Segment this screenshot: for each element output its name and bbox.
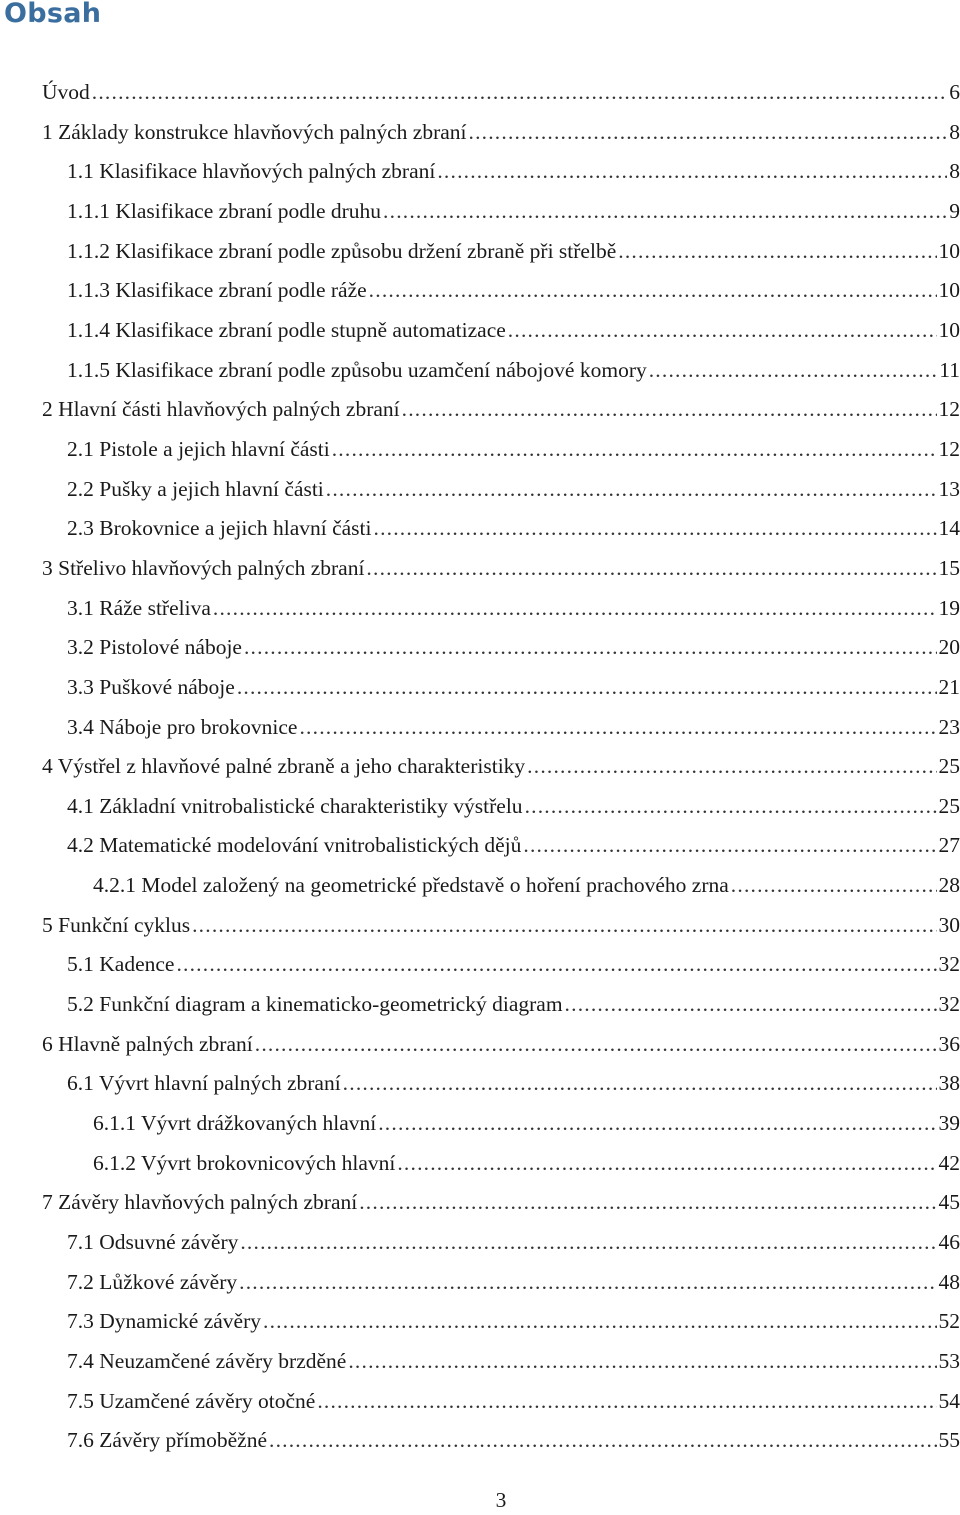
- toc-entry-title: 1 Základy konstrukce hlavňových palných zbraní: [42, 119, 467, 144]
- toc-entry[interactable]: [42, 232, 960, 272]
- toc-dot-leader: [242, 628, 937, 668]
- toc-entry-title: 1.1 Klasifikace hlavňových palných zbraní: [67, 159, 436, 184]
- toc-dot-leader: [521, 826, 936, 866]
- toc-entry-title: 6.1.2 Vývrt brokovnicových hlavní: [93, 1150, 396, 1175]
- toc-entry-title: 7.6 Závěry přímoběžné: [67, 1428, 267, 1453]
- toc-entry-page: 8: [949, 159, 960, 184]
- toc-entry-page: 10: [938, 278, 960, 303]
- toc-entry-title: 1.1.4 Klasifikace zbraní podle stupně automatizace: [67, 317, 506, 342]
- toc-entry[interactable]: [42, 470, 960, 510]
- toc-entry[interactable]: [42, 390, 960, 430]
- toc-dot-leader: [381, 192, 947, 232]
- toc-entry[interactable]: [42, 747, 960, 787]
- toc-entry-title: 4.2 Matematické modelování vnitrobalistických dějů: [67, 833, 522, 858]
- toc-entry-page: 45: [938, 1190, 960, 1215]
- toc-entry-title: 6.1.1 Vývrt drážkovaných hlavní: [93, 1111, 377, 1136]
- toc-entry[interactable]: [42, 351, 960, 391]
- toc-entry-title: 7.5 Uzamčené závěry otočné: [67, 1388, 316, 1413]
- toc-entry-page: 48: [938, 1269, 960, 1294]
- toc-dot-leader: [376, 1104, 936, 1144]
- toc-entry-title: 3.2 Pistolové náboje: [67, 635, 242, 660]
- toc-entry-title: 1.1.5 Klasifikace zbraní podle způsobu uzamčení nábojové komory: [67, 357, 647, 382]
- toc-entry[interactable]: [42, 152, 960, 192]
- toc-dot-leader: [315, 1382, 936, 1422]
- toc-dot-leader: [90, 73, 947, 113]
- toc-entry-page: 11: [939, 357, 960, 382]
- toc-entry-page: 52: [938, 1309, 960, 1334]
- toc-entry-page: 25: [938, 754, 960, 779]
- toc-entry[interactable]: [42, 945, 960, 985]
- toc-dot-leader: [395, 1144, 936, 1184]
- toc-entry-page: 12: [938, 436, 960, 461]
- toc-entry-title: 1.1.3 Klasifikace zbraní podle ráže: [67, 278, 367, 303]
- toc-entry[interactable]: [42, 73, 960, 113]
- toc-dot-leader: [729, 866, 937, 906]
- toc-dot-leader: [357, 1183, 936, 1223]
- toc-entry-title: 1.1.1 Klasifikace zbraní podle druhu: [67, 198, 382, 223]
- toc-dot-leader: [506, 311, 937, 351]
- toc-entry-page: 14: [938, 516, 960, 541]
- toc-entry-title: 4.2.1 Model založený na geometrické představě o hoření prachového zrna: [93, 873, 729, 898]
- toc-dot-leader: [261, 1302, 936, 1342]
- toc-entry[interactable]: [42, 866, 960, 906]
- toc-dot-leader: [238, 1223, 936, 1263]
- table-of-contents: [42, 73, 960, 1461]
- toc-entry-title: 7.1 Odsuvné závěry: [67, 1230, 239, 1255]
- toc-entry-page: 10: [938, 317, 960, 342]
- toc-entry-title: 7 Závěry hlavňových palných zbraní: [42, 1190, 358, 1215]
- toc-entry-page: 9: [949, 198, 960, 223]
- toc-entry[interactable]: [42, 668, 960, 708]
- toc-entry-page: 21: [938, 674, 960, 699]
- toc-entry-page: 10: [938, 238, 960, 263]
- toc-entry-page: 20: [938, 635, 960, 660]
- toc-entry[interactable]: [42, 589, 960, 629]
- toc-dot-leader: [364, 549, 936, 589]
- toc-entry-title: 4 Výstřel z hlavňové palné zbraně a jeho charakteristiky: [42, 754, 526, 779]
- toc-entry-title: 7.3 Dynamické závěry: [67, 1309, 262, 1334]
- toc-dot-leader: [523, 787, 937, 827]
- toc-dot-leader: [324, 470, 937, 510]
- toc-dot-leader: [367, 271, 937, 311]
- toc-entry-title: 4.1 Základní vnitrobalistické charakteristiky výstřelu: [67, 793, 523, 818]
- toc-entry[interactable]: [42, 628, 960, 668]
- toc-entry-title: 2.1 Pistole a jejich hlavní části: [67, 436, 330, 461]
- toc-entry-page: 36: [938, 1031, 960, 1056]
- toc-dot-leader: [346, 1342, 936, 1382]
- toc-dot-leader: [616, 232, 936, 272]
- toc-entry[interactable]: [42, 1302, 960, 1342]
- toc-dot-leader: [467, 113, 948, 153]
- toc-entry[interactable]: [42, 113, 960, 153]
- toc-entry-title: 3.1 Ráže střeliva: [67, 595, 211, 620]
- toc-entry-title: 2 Hlavní části hlavňových palných zbraní: [42, 397, 400, 422]
- toc-entry-title: Úvod: [42, 80, 90, 104]
- toc-dot-leader: [647, 351, 938, 391]
- toc-entry-page: 15: [938, 555, 960, 580]
- toc-entry-page: 13: [938, 476, 960, 501]
- toc-entry-page: 25: [938, 793, 960, 818]
- toc-entry-page: 19: [938, 595, 960, 620]
- toc-entry[interactable]: [42, 1421, 960, 1461]
- toc-entry-page: 54: [938, 1388, 960, 1413]
- toc-entry-page: 38: [938, 1071, 960, 1096]
- toc-dot-leader: [297, 708, 936, 748]
- toc-entry[interactable]: [42, 1064, 960, 1104]
- toc-entry-page: 23: [938, 714, 960, 739]
- toc-entry[interactable]: [42, 1104, 960, 1144]
- toc-entry-title: 7.4 Neuzamčené závěry brzděné: [67, 1349, 347, 1373]
- toc-entry-title: 5 Funkční cyklus: [42, 912, 191, 937]
- toc-dot-leader: [267, 1421, 937, 1461]
- page-number: 3: [495, 1488, 507, 1512]
- toc-entry[interactable]: [42, 985, 960, 1025]
- toc-entry-title: 3.3 Puškové náboje: [67, 674, 235, 699]
- toc-entry-title: 3.4 Náboje pro brokovnice: [67, 714, 298, 739]
- toc-entry-title: 7.2 Lůžkové závěry: [67, 1269, 238, 1294]
- toc-entry-title: 3 Střelivo hlavňových palných zbraní: [42, 555, 365, 580]
- toc-entry-title: 5.2 Funkční diagram a kinematicko-geometrický diagram: [67, 992, 563, 1017]
- toc-entry-page: 27: [938, 833, 960, 858]
- toc-entry-page: 6: [949, 80, 960, 104]
- toc-entry[interactable]: [42, 430, 960, 470]
- toc-dot-leader: [525, 747, 936, 787]
- toc-entry[interactable]: [42, 311, 960, 351]
- toc-entry-page: 28: [938, 873, 960, 898]
- toc-entry-title: 1.1.2 Klasifikace zbraní podle způsobu držení zbraně při střelbě: [67, 238, 617, 263]
- toc-entry-title: 6.1 Vývrt hlavní palných zbraní: [67, 1071, 341, 1096]
- toc-entry[interactable]: [42, 1382, 960, 1422]
- toc-entry[interactable]: [42, 1144, 960, 1184]
- toc-entry[interactable]: [42, 906, 960, 946]
- toc-entry-page: 55: [938, 1428, 960, 1453]
- toc-entry[interactable]: [42, 1263, 960, 1303]
- toc-entry[interactable]: [42, 271, 960, 311]
- toc-entry-title: 2.2 Pušky a jejich hlavní části: [67, 476, 324, 501]
- toc-entry[interactable]: [42, 1025, 960, 1065]
- toc-entry-page: 12: [938, 397, 960, 422]
- toc-dot-leader: [435, 152, 947, 192]
- toc-dot-leader: [211, 589, 937, 629]
- toc-entry-title: 5.1 Kadence: [67, 952, 175, 977]
- toc-entry[interactable]: [42, 708, 960, 748]
- toc-entry-title: 6 Hlavně palných zbraní: [42, 1031, 253, 1056]
- toc-entry[interactable]: [42, 549, 960, 589]
- toc-dot-leader: [563, 985, 937, 1025]
- page-title: Obsah: [4, 0, 102, 29]
- toc-entry[interactable]: [42, 1342, 960, 1382]
- toc-entry-page: 32: [938, 952, 960, 977]
- toc-entry-page: 42: [938, 1150, 960, 1175]
- toc-dot-leader: [174, 945, 936, 985]
- toc-entry[interactable]: [42, 826, 960, 866]
- toc-entry-page: 53: [938, 1349, 960, 1373]
- toc-entry-page: 32: [938, 992, 960, 1017]
- toc-entry-page: 39: [938, 1111, 960, 1136]
- toc-dot-leader: [253, 1025, 937, 1065]
- toc-dot-leader: [400, 390, 937, 430]
- toc-entry-page: 8: [949, 119, 960, 144]
- toc-entry-page: 30: [938, 912, 960, 937]
- toc-dot-leader: [237, 1263, 936, 1303]
- toc-dot-leader: [372, 509, 937, 549]
- toc-entry[interactable]: [42, 509, 960, 549]
- toc-entry[interactable]: [42, 1183, 960, 1223]
- toc-dot-leader: [235, 668, 937, 708]
- toc-dot-leader: [341, 1064, 937, 1104]
- toc-entry[interactable]: [42, 787, 960, 827]
- toc-entry[interactable]: [42, 1223, 960, 1263]
- toc-dot-leader: [330, 430, 937, 470]
- toc-entry[interactable]: [42, 192, 960, 232]
- toc-dot-leader: [190, 906, 936, 946]
- toc-entry-title: 2.3 Brokovnice a jejich hlavní části: [67, 516, 372, 541]
- toc-entry-page: 46: [938, 1230, 960, 1255]
